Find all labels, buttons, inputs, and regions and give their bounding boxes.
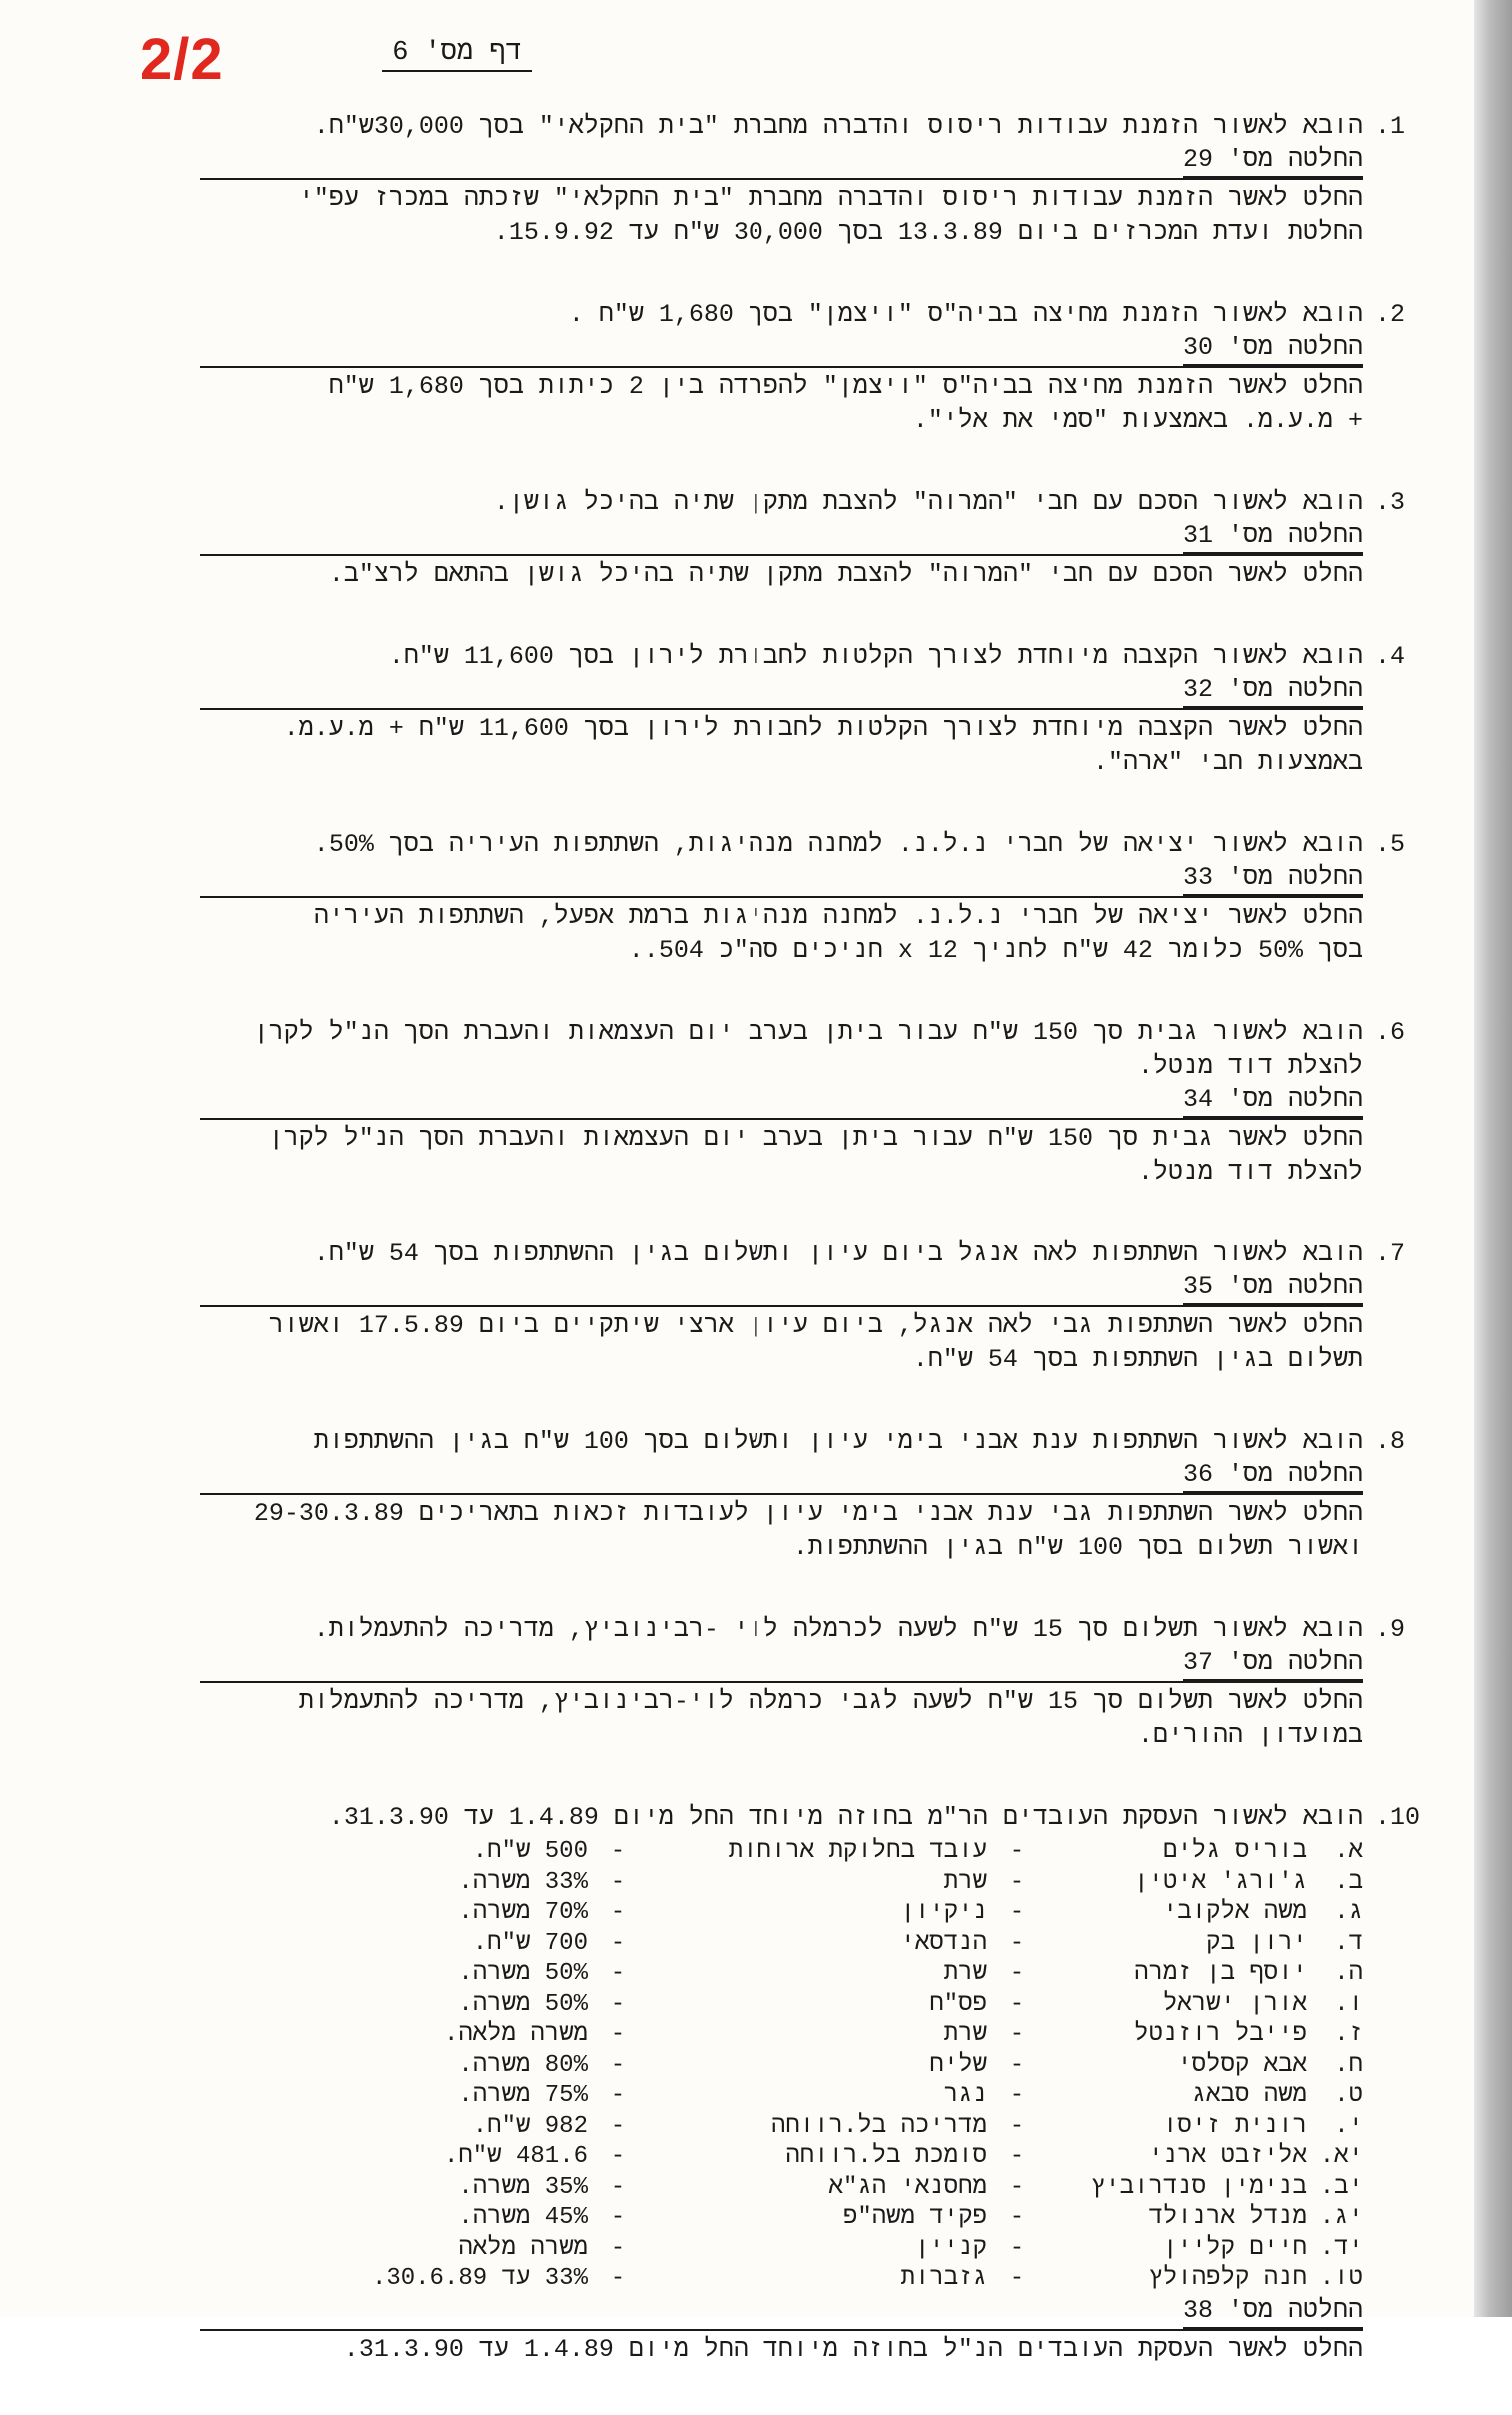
resolution-line: ואשור תשלום בסך 100 ש"ח בגין ההשתתפות. (792, 1533, 1363, 1562)
staff-name: ירון בק (1206, 1929, 1307, 1957)
staff-dash: - (610, 2021, 626, 2048)
item-proposal: הובא לאשור השתתפות לאה אנגל ביום עיון ותשלום בגין ההשתתפות בסך 54 ש"ח. (313, 1239, 1363, 1268)
agenda-item-3 (200, 486, 1406, 592)
staff-letter: ג. (1334, 1899, 1363, 1926)
staff-role: פס"ח (929, 1990, 987, 2018)
staff-role: שליח (929, 2051, 987, 2079)
staff-row (372, 2081, 1363, 2112)
resolution-line: החלט לאשר יציאה של חברי נ.ל.נ. למחנה מנהיגות ברמת אפעל, השתתפות העיריה (313, 902, 1363, 931)
resolution-line: החלט לאשר השתתפות גבי לאה אנגל, ביום עיון ארצי שיתקיים ביום 17.5.89 ואשור (268, 1311, 1363, 1340)
item-number: .2 (1375, 300, 1406, 329)
resolution-label: החלטה מס' 38 (1183, 2295, 1363, 2329)
staff-amount: משרה מלאה. (443, 2021, 588, 2048)
staff-amount: 33% עד 30.6.89. (371, 2265, 588, 2292)
staff-row (372, 1837, 1363, 1868)
staff-letter: ו. (1334, 1990, 1363, 2018)
staff-role: שרת (943, 1868, 987, 1896)
resolution-line: החלט לאשר השתתפות גבי ענת אבני בימי עיון לעובדות זכאות בתאריכים 29-30.3.89 (253, 1499, 1363, 1528)
item-number: .9 (1375, 1615, 1406, 1644)
staff-amount: 700 ש"ח. (472, 1929, 588, 1957)
staff-name: חנה קלפהולץ (1148, 2265, 1307, 2292)
staff-table-body (372, 1837, 1363, 2295)
staff-dash: - (610, 2143, 626, 2170)
staff-dash: - (610, 1868, 626, 1896)
staff-letter: י. (1334, 2112, 1363, 2140)
page-marker: 2/2 (140, 27, 224, 92)
resolution-text (200, 366, 1363, 438)
agenda-item-7 (200, 1237, 1406, 1377)
staff-role: הנדסאי (900, 1929, 987, 1957)
resolution-line: החלט לאשר הקצבה מיוחדת לצורך הקלטות לחבורת לירון בסך 11,600 ש"ח + מ.ע.מ. (283, 714, 1363, 743)
staff-dash: - (610, 2082, 626, 2109)
resolution-text (200, 1681, 1363, 1753)
staff-name: משה סבאג (1191, 2082, 1307, 2109)
staff-amount: 500 ש"ח. (472, 1838, 588, 1865)
staff-dash: - (1009, 1899, 1025, 1926)
agenda-item-1 (200, 110, 1406, 250)
staff-dash: - (1009, 1990, 1025, 2018)
agenda-item-8 (200, 1425, 1406, 1565)
item-proposal: הובא לאשור הזמנת מחיצה בביה"ס "ויצמן" בסך 1,680 ש"ח . (568, 300, 1363, 329)
resolution-label: החלטה מס' 30 (1183, 332, 1363, 366)
resolution-line: + מ.ע.מ. באמצעות "סמי את אלי". (912, 406, 1363, 435)
staff-role: פקיד משה"פ (842, 2204, 987, 2231)
resolution-label: החלטה מס' 36 (1183, 1459, 1363, 1493)
staff-row (372, 2051, 1363, 2082)
agenda-item-4 (200, 640, 1406, 780)
resolution-text (200, 178, 1363, 250)
staff-amount: 80% משרה. (458, 2051, 588, 2079)
staff-dash: - (610, 1960, 626, 1987)
staff-role: שרת (943, 1960, 987, 1987)
resolution-label: החלטה מס' 29 (1183, 144, 1363, 178)
staff-row (372, 2173, 1363, 2204)
staff-name: בוריס גלים (1162, 1838, 1307, 1865)
agenda-item-2 (200, 298, 1406, 438)
resolution-line: החלט לאשר תשלום סך 15 ש"ח לשעה לגבי כרמלה לוי-רבינוביץ, מדריכה להתעמלות (298, 1687, 1363, 1716)
staff-amount: משרה מלאה (458, 2234, 588, 2262)
staff-dash: - (1009, 1868, 1025, 1896)
staff-dash: - (610, 2204, 626, 2231)
staff-row (372, 1990, 1363, 2021)
staff-letter: טו. (1319, 2265, 1363, 2292)
staff-dash: - (610, 2234, 626, 2262)
item-number: .6 (1375, 1018, 1406, 1047)
agenda-item-9 (200, 1613, 1406, 1753)
staff-letter: יב. (1319, 2173, 1363, 2201)
staff-dash: - (610, 1899, 626, 1926)
item-number: .1 (1375, 112, 1406, 141)
staff-dash: - (1009, 2265, 1025, 2292)
staff-role: שרת (943, 2021, 987, 2048)
staff-role: קניין (914, 2234, 987, 2262)
staff-name: משה אלקובי (1162, 1899, 1307, 1926)
staff-role: מחסנאי הג"א (828, 2173, 987, 2201)
staff-letter: ח. (1334, 2051, 1363, 2079)
resolution-line: החלט לאשר הזמנת מחיצה בביה"ס "ויצמן" להפרדה בין 2 כיתות בסך 1,680 ש"ח (328, 372, 1363, 401)
staff-name: בנימין סנדרוביץ (1090, 2173, 1307, 2201)
staff-dash: - (610, 2265, 626, 2292)
staff-letter: ז. (1334, 2021, 1363, 2048)
staff-dash: - (610, 1990, 626, 2018)
resolution-label: החלטה מס' 31 (1183, 520, 1363, 554)
item-number: .5 (1375, 830, 1406, 859)
resolution-label: החלטה מס' 33 (1183, 862, 1363, 896)
staff-name: ג'ורג' איטין (1134, 1868, 1307, 1896)
resolution-label: החלטה מס' 37 (1183, 1647, 1363, 1681)
staff-dash: - (610, 1929, 626, 1957)
resolution-line: להצלת דוד מנטל. (1137, 1158, 1363, 1187)
staff-letter: ב. (1334, 1868, 1363, 1896)
item-proposal: הובא לאשור גבית סך 150 ש"ח עבור ביתן בערב יום העצמאות והעברת הסך הנ"ל לקרן להצלת דוד מנטל. (253, 1018, 1363, 1081)
item-number: .3 (1375, 488, 1406, 517)
item-proposal: הובא לאשור הזמנת עבודות ריסוס והדברה מחברת "בית החקלאי" בסך 30,000ש"ח. (313, 112, 1363, 141)
resolution-line: החלט לאשר העסקת העובדים הנ"ל בחוזה מיוחד החל מיום 1.4.89 עד 31.3.90. (343, 2334, 1363, 2364)
staff-amount: 70% משרה. (458, 1899, 588, 1926)
item-proposal: הובא לאשור תשלום סך 15 ש"ח לשעה לכרמלה לוי -רבינוביץ, מדריכה להתעמלות. (313, 1615, 1363, 1644)
item-proposal: הובא לאשור העסקת העובדים הר"מ בחוזה מיוחד החל מיום 1.4.89 עד 31.3.90. (328, 1803, 1363, 1832)
staff-row (372, 1959, 1363, 1990)
staff-role: סומכת בל.רווחה (785, 2143, 987, 2170)
staff-dash: - (1009, 2021, 1025, 2048)
item-number: .8 (1375, 1427, 1406, 1456)
item-proposal: הובא לאשור השתתפות ענת אבני בימי עיון ותשלום בסך 100 ש"ח בגין ההשתתפות (313, 1427, 1363, 1456)
staff-row (372, 1929, 1363, 1960)
scan-edge (1474, 0, 1512, 2317)
item-proposal: הובא לאשור יציאה של חברי נ.ל.נ. למחנה מנהיגות, השתתפות העיריה בסך 50%. (313, 830, 1363, 859)
resolution-label: החלטה מס' 32 (1183, 674, 1363, 708)
resolution-line: החלטת ועדת המכרזים ביום 13.3.89 בסך 30,000 ש"ח עד 15.9.92. (493, 218, 1363, 247)
resolution-line: החלט לאשר הזמנת עבודות ריסוס והדברה מחברת "בית החקלאי" שזכתה במכרז עפ"י (298, 184, 1363, 213)
staff-dash: - (1009, 2143, 1025, 2170)
staff-name: אליזבט ארני (1148, 2143, 1307, 2170)
item-number: .7 (1375, 1239, 1406, 1268)
resolution-line: במועדון ההורים. (1137, 1721, 1363, 1750)
staff-dash: - (1009, 2204, 1025, 2231)
staff-name: פייבל רוזנטל (1134, 2021, 1307, 2048)
staff-row (372, 2020, 1363, 2051)
staff-role: נגר (943, 2082, 987, 2109)
staff-dash: - (610, 2173, 626, 2201)
staff-row (372, 1898, 1363, 1929)
staff-dash: - (1009, 2112, 1025, 2140)
item-number: .10 (1375, 1803, 1421, 1832)
staff-role: גזברות (900, 2265, 987, 2292)
staff-row (372, 2142, 1363, 2173)
resolution-line: באמצעות חבי "ארה". (1092, 748, 1363, 777)
staff-amount: 50% משרה. (458, 1960, 588, 1987)
staff-name: אבא קסלסי (1177, 2051, 1307, 2079)
staff-amount: 35% משרה. (458, 2173, 588, 2201)
staff-dash: - (610, 1838, 626, 1865)
staff-name: רונית זיסו (1162, 2112, 1307, 2140)
item-proposal: הובא לאשור הקצבה מיוחדת לצורך הקלטות לחבורת לירון בסך 11,600 ש"ח. (388, 642, 1363, 671)
staff-name: אורן ישראל (1162, 1990, 1307, 2018)
item-number: .4 (1375, 642, 1406, 671)
staff-letter: ד. (1334, 1929, 1363, 1957)
resolution-label: החלטה מס' 34 (1183, 1084, 1363, 1118)
staff-letter: ה. (1334, 1960, 1363, 1987)
resolution-text (200, 708, 1363, 780)
minutes-content (200, 110, 1421, 2415)
staff-letter: ט. (1334, 2082, 1363, 2109)
staff-row (372, 2264, 1363, 2295)
resolution-line: החלט לאשר הסכם עם חבי "המרוה" להצבת מתקן שתיה בהיכל גושן בהתאם לרצ"ב. (328, 560, 1363, 589)
staff-dash: - (610, 2112, 626, 2140)
staff-role: עובד בחלוקת ארוחות (728, 1838, 987, 1865)
resolution-text (200, 1305, 1363, 1377)
staff-amount: 33% משרה. (458, 1868, 588, 1896)
staff-role: ניקיון (900, 1899, 987, 1926)
staff-letter: יא. (1319, 2143, 1363, 2170)
resolution-line: תשלום בגין השתתפות בסך 54 ש"ח. (912, 1345, 1363, 1374)
resolution-line: בסך 50% כלומר 42 ש"ח לחניך x 12 חניכים סה"כ 504.. (628, 936, 1363, 965)
resolution-text (200, 1493, 1363, 1565)
staff-dash: - (1009, 1960, 1025, 1987)
page-header: דף מס' 6 (382, 38, 532, 72)
resolution-text (200, 896, 1363, 968)
staff-letter: א. (1334, 1838, 1363, 1865)
staff-letter: יד. (1319, 2234, 1363, 2262)
agenda-item-10 (200, 1801, 1421, 2367)
staff-dash: - (1009, 1838, 1025, 1865)
staff-letter: יג. (1319, 2204, 1363, 2231)
staff-amount: 45% משרה. (458, 2204, 588, 2231)
staff-name: יוסף בן זמרה (1134, 1960, 1307, 1987)
resolution-text (200, 554, 1363, 592)
staff-name: חיים קליין (1162, 2234, 1307, 2262)
agenda-item-5 (200, 828, 1406, 968)
resolution-label: החלטה מס' 35 (1183, 1271, 1363, 1305)
staff-table (372, 1837, 1363, 2295)
agenda-item-6 (200, 1016, 1406, 1190)
staff-role: מדריכה בל.רווחה (770, 2112, 987, 2140)
item-proposal: הובא לאשור הסכם עם חבי "המרוה" להצבת מתקן שתיה בהיכל גושן. (493, 488, 1363, 517)
staff-amount: 481.6 ש"ח. (443, 2143, 588, 2170)
staff-row (372, 1868, 1363, 1899)
staff-row (372, 2203, 1363, 2234)
staff-dash: - (610, 2051, 626, 2079)
staff-dash: - (1009, 2234, 1025, 2262)
staff-dash: - (1009, 1929, 1025, 1957)
staff-amount: 50% משרה. (458, 1990, 588, 2018)
resolution-text (200, 2329, 1363, 2367)
resolution-line: החלט לאשר גבית סך 150 ש"ח עבור ביתן בערב יום העצמאות והעברת הסך הנ"ל לקרן (268, 1124, 1363, 1153)
staff-row (372, 2112, 1363, 2143)
staff-dash: - (1009, 2082, 1025, 2109)
staff-dash: - (1009, 2051, 1025, 2079)
staff-name: מנדל ארנולד (1148, 2204, 1307, 2231)
staff-amount: 982 ש"ח. (472, 2112, 588, 2140)
resolution-text (200, 1118, 1363, 1190)
staff-dash: - (1009, 2173, 1025, 2201)
staff-amount: 75% משרה. (458, 2082, 588, 2109)
staff-row (372, 2234, 1363, 2265)
